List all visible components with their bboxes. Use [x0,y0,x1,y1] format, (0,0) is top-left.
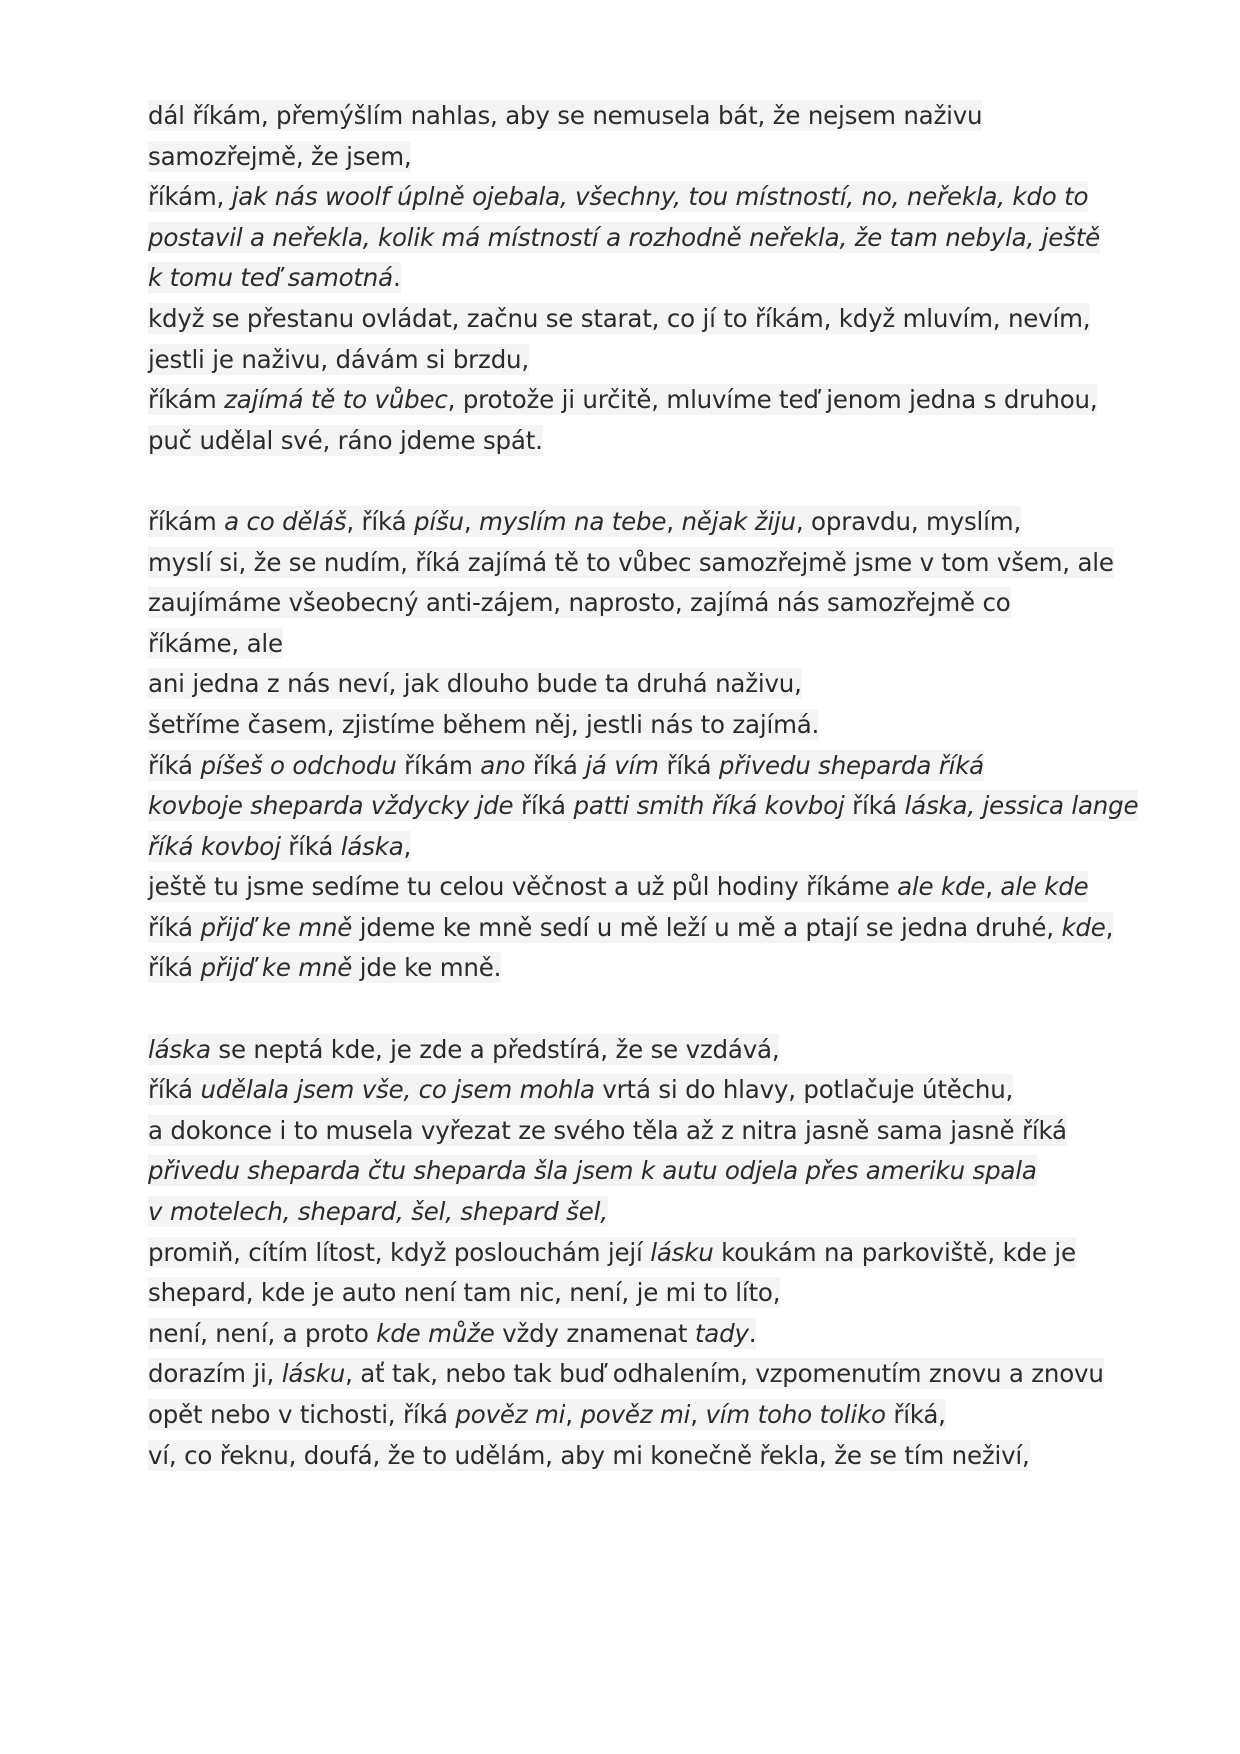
text-segment: vrtá si do hlavy, potlačuje útěchu, [594,1075,1014,1105]
italic-text-segment: pověz mi [455,1400,566,1429]
text-line [148,624,1148,665]
italic-text-segment: přijď ke mně [200,953,353,983]
italic-text-segment: tady [694,1318,749,1348]
italic-text-segment: lásku [650,1237,714,1267]
italic-text-segment: přijď ke mně [200,912,353,942]
stanza-break [148,989,1148,1030]
text-segment: , [666,506,682,536]
text-line [148,664,1148,705]
text-segment: myslí si, že se nudím, říká zajímá tě to vůbec samozřejmě jsme v tom všem, ale [148,547,1114,577]
text-line [148,583,1148,624]
italic-text-segment: láska [340,831,404,861]
text-line [148,746,1148,787]
text-line [148,705,1148,746]
italic-text-segment: já vím [585,750,659,780]
text-line [148,421,1148,462]
text-line [148,137,1148,178]
text-segment: . [392,263,401,293]
text-line [148,380,1148,421]
text-segment: vždy znamenat [494,1318,695,1348]
italic-text-segment: postavil a neřekla, kolik má místností a rozhodně neřekla, že tam nebyla, ještě [148,222,1100,252]
text-line [148,948,1148,989]
text-segment: není, není, a proto [148,1318,377,1348]
italic-text-segment: láska [148,1034,211,1064]
text-line [148,1436,1148,1477]
text-segment: , [565,1400,581,1429]
italic-text-segment: k tomu teď samotná [148,263,393,293]
poem-text [148,96,1148,1476]
text-segment: ani jedna z nás neví, jak dlouho bude ta druhá naživu, [148,669,802,699]
text-line [148,1233,1148,1274]
text-segment: jdeme ke mně sedí u mě leží u mě a ptají se jedna druhé, [352,912,1062,942]
text-segment: promiň, cítím lítost, když poslouchám její [148,1237,651,1267]
text-segment: , ať tak, nebo tak buď odhalením, vzpomenutím znovu a znovu [345,1359,1104,1389]
text-segment: říká [658,750,719,780]
text-segment: puč udělal své, ráno jdeme spát. [148,425,543,455]
text-segment: říkám [148,385,225,415]
text-segment: šetříme časem, zjistíme během něj, jestli nás to zajímá. [148,709,820,739]
text-line [148,1070,1148,1111]
text-segment: jde ke mně. [352,953,502,983]
italic-text-segment: přivedu sheparda říká [718,750,984,780]
text-line [148,177,1148,218]
italic-text-segment: patti smith říká kovboj [573,791,845,821]
text-segment: říká [513,791,574,821]
italic-text-segment: zajímá tě to vůbec [224,385,448,415]
text-segment: dorazím ji, [148,1359,282,1389]
text-line [148,1192,1148,1233]
text-line [148,218,1148,259]
italic-text-segment: ale kde [1000,872,1089,902]
text-segment: říká [148,953,201,983]
text-segment: shepard, kde je auto není tam nic, není, je mi to líto, [148,1278,781,1308]
text-segment: říkám [396,750,481,780]
text-line [148,786,1148,827]
text-segment: samozřejmě, že jsem, [148,141,412,171]
text-segment: , protože ji určitě, mluvíme teď jenom jedna s druhou, [447,385,1098,415]
text-line [148,1354,1148,1395]
italic-text-segment: vím toho toliko [705,1400,886,1429]
italic-text-segment: a co děláš [224,506,347,536]
text-segment: říká [148,750,201,780]
text-line [148,1314,1148,1355]
italic-text-segment: píšu [414,506,464,536]
text-line [148,908,1148,949]
italic-text-segment: nějak žiju [681,506,796,536]
italic-text-segment: pověz mi [580,1400,691,1429]
text-segment: , říká [346,506,414,536]
text-line [148,96,1148,137]
text-segment: , [690,1400,706,1429]
text-segment: říkám, [148,182,232,212]
italic-text-segment: lásku [281,1359,346,1389]
text-segment: a dokonce i to musela vyřezat ze svého těla až z nitra jasně sama jasně říká [148,1115,1067,1145]
text-segment: dál říkám, přemýšlím nahlas, aby se nemusela bát, že nejsem naživu [148,101,983,130]
text-segment: koukám na parkoviště, kde je [713,1237,1076,1267]
text-line [148,1273,1148,1314]
italic-text-segment: kde může [376,1318,495,1348]
italic-text-segment: v motelech, shepard, šel, shepard šel, [148,1197,608,1227]
italic-text-segment: láska, jessica lange [904,791,1139,821]
italic-text-segment: kovboje sheparda vždycky jde [148,791,514,821]
text-line [148,1151,1148,1192]
italic-text-segment: udělala jsem vše, co jsem mohla [200,1075,595,1105]
text-segment: říkám [148,506,225,536]
text-line [148,1030,1148,1071]
text-line [148,543,1148,584]
text-segment: říká [525,750,586,780]
italic-text-segment: říká kovboj [148,831,281,861]
text-segment: říká [148,912,201,942]
text-line [148,827,1148,868]
text-segment: říká [148,1075,201,1105]
text-segment: ještě tu jsme sedíme tu celou věčnost a už půl hodiny říkáme [148,872,898,902]
italic-text-segment: myslím na tebe [479,506,667,536]
text-line [148,1395,1148,1436]
text-segment: se neptá kde, je zde a předstírá, že se vzdává, [210,1034,780,1064]
text-line [148,1111,1148,1152]
text-segment: . [748,1318,757,1348]
text-segment: , opravdu, myslím, [795,506,1022,536]
italic-text-segment: ano [480,750,526,780]
text-segment: říká [280,831,341,861]
stanza-break [148,461,1148,502]
italic-text-segment: kde [1061,912,1106,942]
text-line [148,502,1148,543]
text-segment: opět nebo v tichosti, říká [148,1400,456,1429]
text-line [148,258,1148,299]
text-segment: , [1105,912,1114,942]
italic-text-segment: jak nás woolf úplně ojebala, všechny, tou místností, no, neřekla, kdo to [231,182,1089,212]
text-segment: , [985,872,1001,902]
text-line [148,340,1148,381]
text-segment: říká, [885,1400,946,1429]
text-segment: ví, co řeknu, doufá, že to udělám, aby mi konečně řekla, že se tím neživí, [148,1440,1030,1470]
italic-text-segment: píšeš o odchodu [200,750,397,780]
text-segment: říkáme, ale [148,628,283,658]
text-segment: jestli je naživu, dávám si brzdu, [148,344,529,374]
text-segment: , [463,506,480,536]
text-segment: když se přestanu ovládat, začnu se starat, co jí to říkám, když mluvím, nevím, [148,303,1091,333]
text-line [148,299,1148,340]
italic-text-segment: ale kde [897,872,986,902]
italic-text-segment: přivedu sheparda čtu sheparda šla jsem k autu odjela přes ameriku spala [148,1156,1037,1186]
text-segment: , [403,831,412,861]
text-line [148,867,1148,908]
text-segment: zaujímáme všeobecný anti-zájem, naprosto, zajímá nás samozřejmě co [148,588,1011,618]
text-segment: říká [844,791,905,821]
